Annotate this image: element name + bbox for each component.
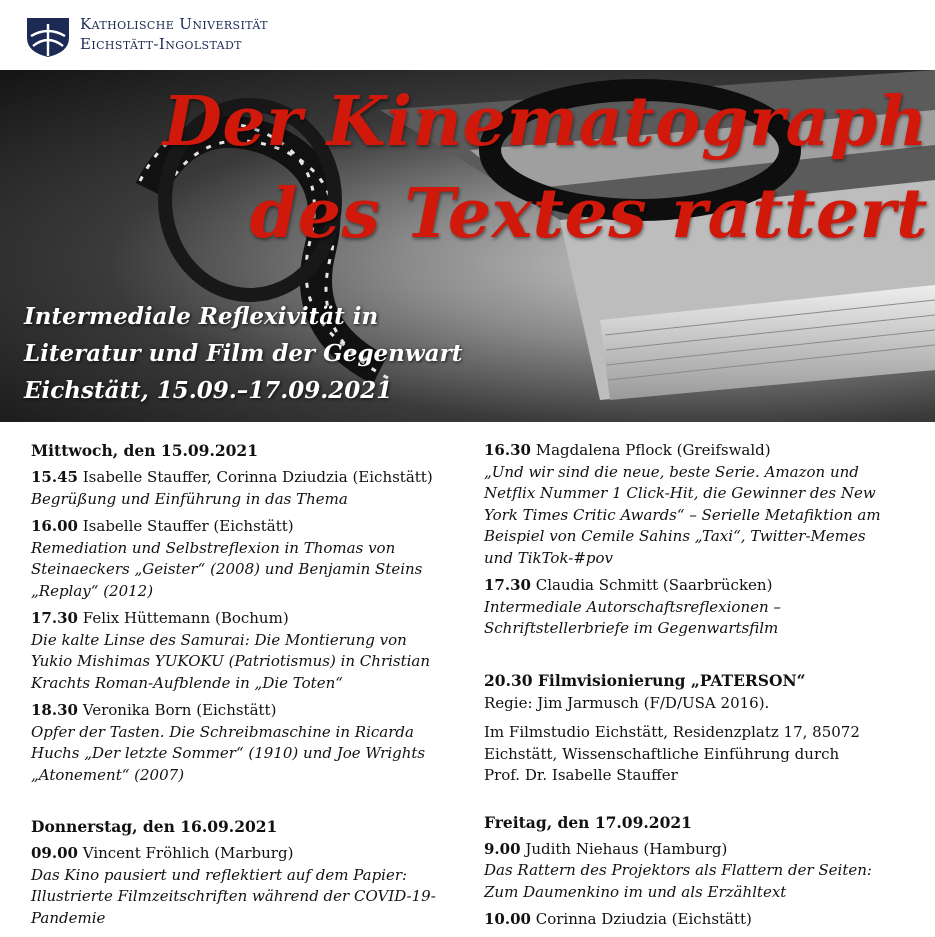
section-spacer (484, 787, 924, 812)
program-entry (484, 440, 924, 569)
entry-talk-line: Zum Daumenkino im und als Erzähltext (484, 882, 787, 901)
entry-talk-line: Das Rattern des Projektors als Flattern der Seiten: (484, 861, 872, 879)
film-info-line: Prof. Dr. Isabelle Stauffer (484, 766, 678, 784)
university-name-line1: Katholische Universität (80, 15, 268, 33)
entry-time: 18.30 (31, 701, 78, 719)
program-entry (31, 700, 471, 786)
program-entry (31, 516, 471, 602)
entry-time: 9.00 (484, 839, 521, 858)
entry-speaker: Isabelle Stauffer (Eichstätt) (77, 517, 294, 535)
entry-talk-line: Pandemie (31, 908, 106, 927)
program-entry (484, 909, 924, 931)
entry-talk-line: Opfer der Tasten. Die Schreibmaschine in Ricarda (31, 722, 414, 741)
entry-talk-line: Illustrierte Filmzeitschriften während der COVID-19- (31, 887, 436, 905)
entry-talk-line: York Times Critic Awards“ – Serielle Metafiktion am (484, 505, 881, 524)
day-heading-wednesday: Mittwoch, den 15.09.2021 (31, 441, 258, 460)
entry-talk-line: und TikTok-#pov (484, 548, 614, 567)
day-heading-friday: Freitag, den 17.09.2021 (484, 812, 692, 832)
section-spacer (31, 792, 471, 816)
entry-speaker: Magdalena Pflock (Greifswald) (530, 441, 771, 459)
day-heading-thursday: Donnerstag, den 16.09.2021 (31, 817, 278, 836)
program-left-column (31, 440, 471, 935)
program-entry (31, 843, 471, 929)
program-entry (484, 575, 924, 640)
event-dates: Eichstätt, 15.09.–17.09.2021 (24, 377, 393, 404)
event-subtitle (24, 298, 644, 409)
entry-speaker: Veronika Born (Eichstätt) (77, 701, 277, 719)
entry-time: 15.45 (31, 468, 78, 486)
entry-speaker: Corinna Dziudzia (Eichstätt) (530, 910, 752, 928)
entry-talk-line: Krachts Roman-Aufblende in „Die Toten“ (31, 673, 343, 692)
entry-talk-line: Das Kino pausiert und reflektiert auf dem Papier: (31, 865, 408, 884)
entry-speaker: Claudia Schmitt (Saarbrücken) (530, 576, 773, 594)
film-info-line: Eichstätt, Wissenschaftliche Einführung durch (484, 744, 840, 763)
entry-time: 16.00 (31, 517, 78, 535)
university-name (80, 14, 268, 54)
entry-talk-line: „Atonement“ (2007) (31, 765, 185, 784)
entry-talk-line: „Replay“ (2012) (31, 581, 154, 600)
event-title-line2: des Textes rattert (249, 174, 928, 254)
entry-talk-line: Yukio Mishimas YUKOKU (Patriotismus) in Christian (31, 652, 431, 670)
entry-time: 10.00 (484, 910, 531, 928)
university-logo-icon (25, 16, 71, 58)
film-info-line: Im Filmstudio Eichstätt, Residenzplatz 17, 85072 (484, 723, 860, 741)
entry-talk-line: Begrüßung und Einführung in das Thema (31, 489, 348, 508)
entry-time: 16.30 (484, 441, 531, 459)
entry-talk-line: Schriftstellerbriefe im Gegenwartsfilm (484, 619, 779, 637)
entry-talk-line: Die kalte Linse des Samurai: Die Montierung von (31, 630, 407, 649)
entry-speaker: Felix Hüttemann (Bochum) (77, 609, 289, 627)
section-spacer (484, 646, 924, 670)
entry-talk-line: Netflix Nummer 1 Click-Hit, die Gewinner des New (484, 484, 876, 502)
event-title (108, 76, 928, 260)
event-subtitle-line2: Literatur und Film der Gegenwart (24, 340, 463, 367)
entry-talk-line: Beispiel von Cemile Sahins „Taxi“, Twitter-Memes (484, 527, 866, 545)
film-director: Regie: Jim Jarmusch (F/D/USA 2016). (484, 693, 770, 712)
event-title-line1: Der Kinematograph (162, 82, 928, 162)
entry-talk-line: Huchs „Der letzte Sommer“ (1910) und Joe Wrights (31, 744, 426, 762)
program-entry (484, 839, 924, 904)
entry-time: 17.30 (31, 609, 78, 627)
entry-talk-line: Steinaeckers „Geister“ (2008) und Benjamin Steins (31, 560, 423, 578)
university-name-line2: Eichstätt-Ingolstadt (80, 35, 242, 53)
entry-talk-line: Intermediale Autorschaftsreflexionen – (484, 597, 781, 616)
entry-speaker: Judith Niehaus (Hamburg) (520, 839, 728, 858)
program-entry (31, 467, 471, 510)
entry-speaker: Vincent Fröhlich (Marburg) (77, 844, 294, 862)
film-screening-heading: 20.30 Filmvisionierung „PATERSON“ (484, 670, 806, 690)
program-entry (31, 608, 471, 694)
hero-banner (0, 70, 935, 422)
entry-time: 09.00 (31, 844, 78, 862)
header (0, 0, 935, 70)
program-right-column (484, 440, 924, 937)
entry-speaker: Isabelle Stauffer, Corinna Dziudzia (Eichstätt) (77, 468, 433, 486)
entry-time: 17.30 (484, 576, 531, 594)
entry-talk-line: Remediation und Selbstreflexion in Thomas von (31, 538, 396, 557)
event-subtitle-line1: Intermediale Reflexivität in (24, 303, 379, 330)
entry-talk-line: „Und wir sind die neue, beste Serie. Amazon und (484, 462, 859, 481)
